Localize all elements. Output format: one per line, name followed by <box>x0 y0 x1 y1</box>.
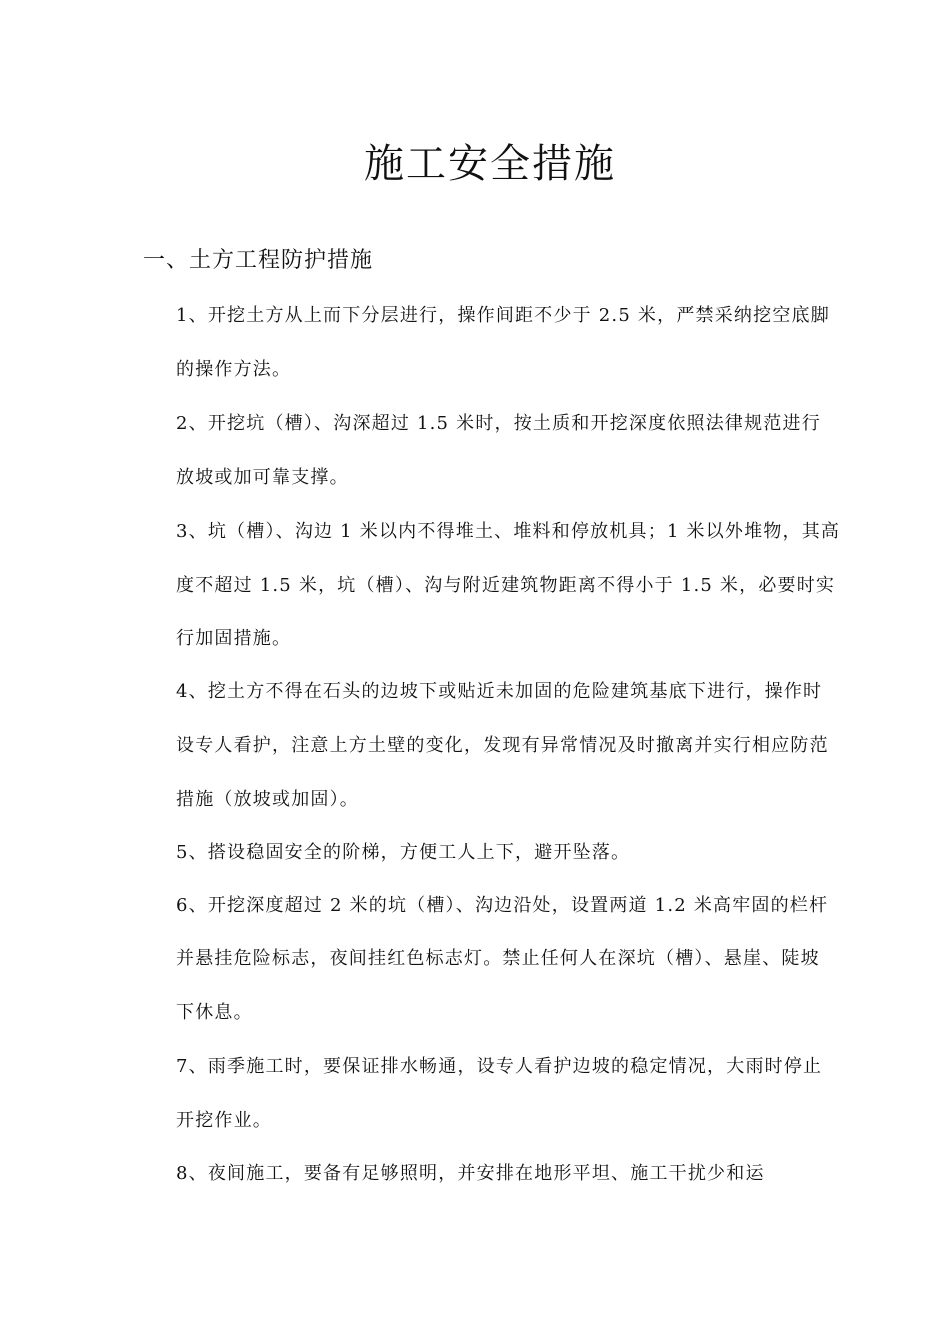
body-line: 设专人看护，注意上方土壁的变化，发现有异常情况及时撤离并实行相应防范 <box>176 735 829 756</box>
body-line: 行加固措施。 <box>176 628 292 649</box>
body-line: 放坡或加可靠支撑。 <box>176 467 349 488</box>
body-line: 的操作方法。 <box>176 359 292 380</box>
body-line: 并悬挂危险标志，夜间挂红色标志灯。禁止任何人在深坑（槽）、悬崖、陡坡 <box>176 948 820 969</box>
body-line: 开挖作业。 <box>176 1110 272 1131</box>
body-line: 度不超过 1.5 米，坑（槽）、沟与附近建筑物距离不得小于 1.5 米，必要时实 <box>176 575 836 596</box>
body-line: 6、开挖深度超过 2 米的坑（槽）、沟边沿处，设置两道 1.2 米高牢固的栏杆 <box>176 895 829 916</box>
body-line: 7、雨季施工时，要保证排水畅通，设专人看护边坡的稳定情况，大雨时停止 <box>176 1056 823 1077</box>
body-line: 措施（放坡或加固）。 <box>176 789 359 810</box>
body-line: 5、搭设稳固安全的阶梯，方便工人上下，避开坠落。 <box>176 842 631 863</box>
body-line: 8、夜间施工，要备有足够照明，并安排在地形平坦、施工干扰少和运 <box>176 1163 765 1184</box>
body-line: 1、开挖土方从上而下分层进行，操作间距不少于 2.5 米，严禁采纳挖空底脚 <box>176 305 830 326</box>
body-line: 2、开挖坑（槽）、沟深超过 1.5 米时，按土质和开挖深度依照法律规范进行 <box>176 413 821 434</box>
body-line: 4、挖土方不得在石头的边坡下或贴近未加固的危险建筑基底下进行，操作时 <box>176 681 823 702</box>
document-title: 施工安全措施 <box>364 141 616 187</box>
section-heading: 一、土方工程防护措施 <box>143 248 374 273</box>
body-line: 下休息。 <box>176 1002 253 1023</box>
body-line: 3、坑（槽）、沟边 1 米以内不得堆土、堆料和停放机具；1 米以外堆物，其高 <box>176 521 841 542</box>
